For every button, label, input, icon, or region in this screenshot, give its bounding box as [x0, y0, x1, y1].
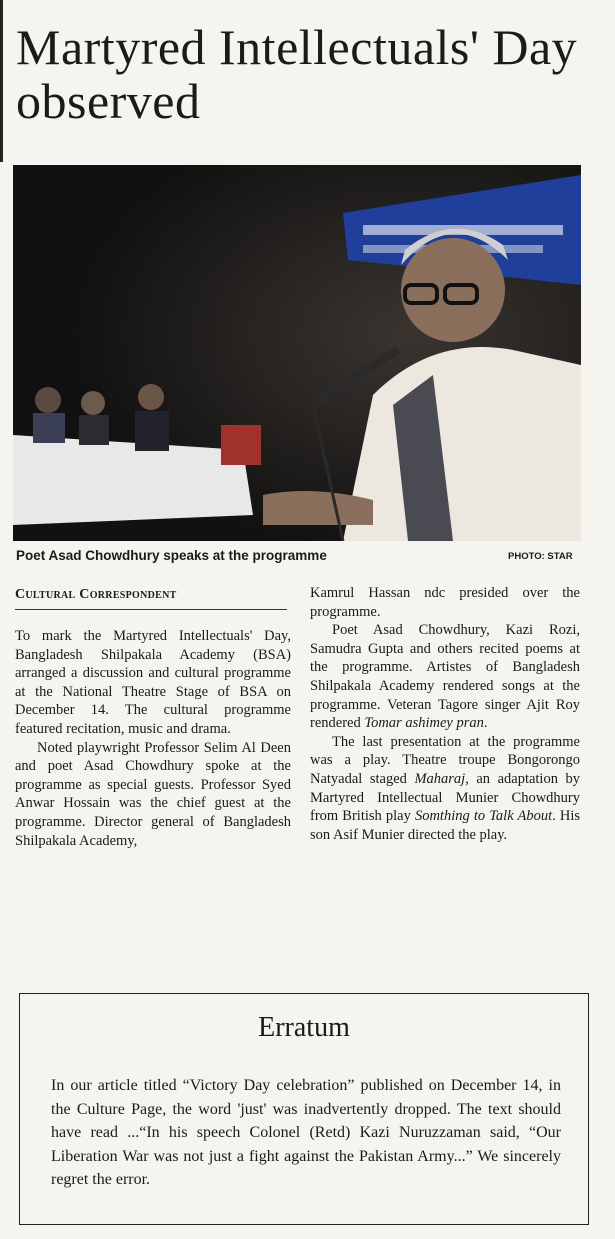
article-column-2: [310, 584, 580, 844]
paragraph: Kamrul Hassan ndc presided over the programme.: [310, 585, 580, 620]
photo-credit: PHOTO: STAR: [508, 551, 573, 562]
paragraph: [310, 621, 580, 733]
byline-rule: [15, 609, 287, 610]
byline: Cultural Correspondent: [15, 587, 177, 602]
photo-caption: Poet Asad Chowdhury speaks at the programme: [16, 548, 327, 563]
panel-table: [13, 435, 253, 525]
source-play-title: Somthing to Talk About: [414, 808, 553, 825]
speaker: [401, 238, 505, 342]
headline: Martyred Intellectuals' Day observed: [16, 19, 578, 129]
article-photo: [13, 165, 581, 541]
paragraph-text: .: [483, 715, 488, 732]
play-title: Maharaj: [414, 770, 466, 787]
paragraph: Noted playwright Professor Selim Al Deen and poet Asad Chowdhury spoke at the programme as special guests. Professor Syed Anwar Hossain was the chief guest at the programme. Director general of Bangladesh Shilpakala Academy,: [15, 739, 291, 849]
article-column-1: [15, 627, 291, 850]
paragraph-text: Poet Asad Chowdhury, Kazi Rozi, Samudra Gupta and others recited poems at the programme. Artistes of Bangladesh Shilpakala Academy rendered songs at the programme. Veteran Tagore singer Ajit Roy rendered: [310, 622, 580, 732]
column-rule: [0, 0, 3, 162]
paragraph-text: , an adaptation by Martyred Intellectual Munier Chowdhury from British play: [310, 770, 580, 825]
paragraph: To mark the Martyred Intellectuals' Day, Bangladesh Shilpakala Academy (BSA) arranged a discussion and cultural programme at the National Theatre Stage of BSA on December 14. The cultural programme featured recitation, music and drama.: [15, 628, 291, 737]
paragraph-text: . His son Asif Munier directed the play.: [310, 808, 580, 843]
erratum-title: Erratum: [258, 1012, 350, 1043]
paragraph: [310, 733, 580, 845]
erratum-box: [19, 993, 589, 1225]
paragraph-text: The last presentation at the programme was a play. Theatre troupe Bongorongo Natyadal staged: [310, 733, 580, 787]
song-title: Tomar ashimey pran: [364, 715, 484, 732]
erratum-body: In our article titled “Victory Day celebration” published on December 14, in the Culture Page, the word 'just' was inadvertently dropped. The text should have read ...“In his speech Colonel (Retd) Kazi Nuruzzaman said, “Our Liberation War was not just a fight against the Pakistan Army...” We sincerely regret the error.: [51, 1077, 561, 1189]
